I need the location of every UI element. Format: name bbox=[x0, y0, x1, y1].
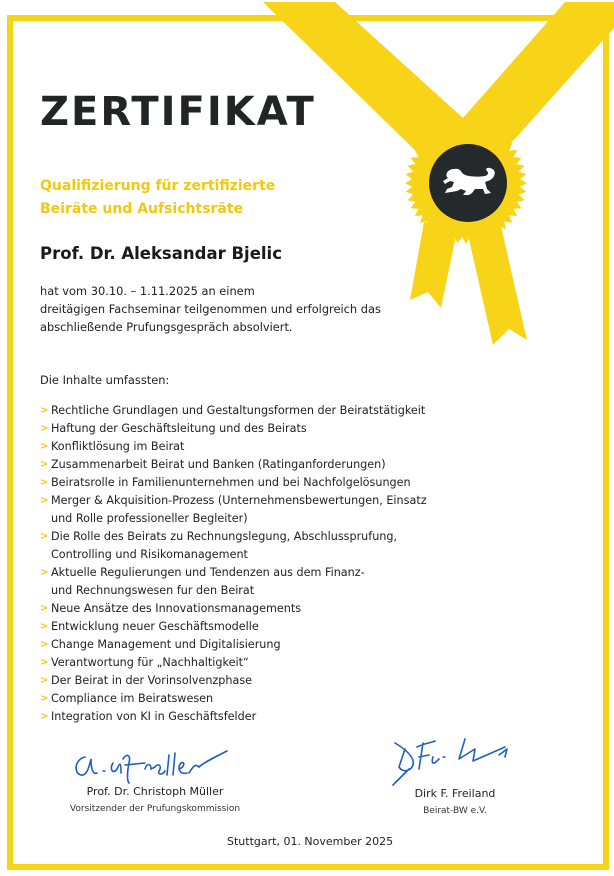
chevron-right-icon: > bbox=[40, 405, 49, 416]
subtitle-line: Qualifizierung für zertifizierte bbox=[40, 178, 276, 194]
contents-label: Die Inhalte umfassten: bbox=[40, 373, 170, 387]
topic-text: Zusammenarbeit Beirat und Banken (Ratinganforderungen) bbox=[51, 458, 386, 471]
topic-text: Controlling und Risikomanagement bbox=[51, 548, 248, 561]
topic-item bbox=[40, 492, 427, 528]
topic-text: Integration von KI in Geschäftsfelder bbox=[51, 710, 257, 723]
signatory-name: Prof. Dr. Christoph Müller bbox=[86, 785, 224, 798]
topic-text: Die Rolle des Beirats zu Rechnungslegung, Abschlussprufung, bbox=[51, 530, 398, 543]
signatory-role: Vorsitzender der Prufungskommission bbox=[69, 804, 241, 814]
signatory-left bbox=[40, 745, 270, 814]
topic-item bbox=[40, 672, 427, 690]
topic-item bbox=[40, 420, 427, 438]
certificate-subtitle bbox=[40, 175, 275, 221]
topic-item bbox=[40, 564, 427, 600]
chevron-right-icon: > bbox=[40, 711, 49, 722]
topic-item bbox=[40, 636, 427, 654]
place-date: Stuttgart, 01. November 2025 bbox=[227, 835, 394, 848]
topic-text: Merger & Akquisition-Prozess (Unternehmensbewertungen, Einsatz bbox=[51, 494, 427, 507]
topic-item bbox=[40, 708, 427, 726]
topic-text: Entwicklung neuer Geschäftsmodelle bbox=[51, 620, 259, 633]
chevron-right-icon: > bbox=[40, 459, 49, 470]
topic-item bbox=[40, 474, 427, 492]
chevron-right-icon: > bbox=[40, 495, 49, 506]
topic-text: Der Beirat in der Vorinsolvenzphase bbox=[51, 674, 253, 687]
topic-text: Haftung der Geschäftsleitung und des Beirats bbox=[51, 422, 307, 435]
topic-item bbox=[40, 528, 427, 564]
subtitle-line: Beiräte und Aufsichtsräte bbox=[40, 201, 244, 217]
signatory-name: Dirk F. Freiland bbox=[414, 787, 496, 800]
signatory-role: Beirat-BW e.V. bbox=[423, 806, 487, 816]
topic-text: Compliance im Beiratswesen bbox=[51, 692, 214, 705]
chevron-right-icon: > bbox=[40, 441, 49, 452]
topic-text: Verantwortung für „Nachhaltigkeit“ bbox=[51, 656, 249, 669]
intro-text bbox=[40, 282, 381, 336]
intro-line: hat vom 30.10. – 1.11.2025 an einem bbox=[40, 284, 255, 298]
topic-text: Konfliktlösung im Beirat bbox=[51, 440, 185, 453]
topic-item bbox=[40, 618, 427, 636]
chevron-right-icon: > bbox=[40, 603, 49, 614]
topic-text: Change Management und Digitalisierung bbox=[51, 638, 281, 651]
topic-item bbox=[40, 654, 427, 672]
topics-list bbox=[40, 402, 427, 726]
signature-freiland bbox=[375, 735, 535, 787]
topic-text: Neue Ansätze des Innovationsmanagements bbox=[51, 602, 302, 615]
topic-item bbox=[40, 402, 427, 420]
signatory-right bbox=[375, 735, 535, 816]
chevron-right-icon: > bbox=[40, 531, 49, 542]
chevron-right-icon: > bbox=[40, 675, 49, 686]
topic-text: Rechtliche Grundlagen und Gestaltungsformen der Beiratstätigkeit bbox=[51, 404, 426, 417]
chevron-right-icon: > bbox=[40, 657, 49, 668]
topic-item bbox=[40, 438, 427, 456]
chevron-right-icon: > bbox=[40, 477, 49, 488]
topic-text: Aktuelle Regulierungen und Tendenzen aus dem Finanz- bbox=[51, 566, 365, 579]
chevron-right-icon: > bbox=[40, 639, 49, 650]
certificate-title: ZERTIFIKAT bbox=[40, 89, 316, 135]
topic-item bbox=[40, 600, 427, 618]
intro-line: dreitägigen Fachseminar teilgenommen und erfolgreich das bbox=[40, 302, 381, 316]
intro-line: abschließende Prufungsgespräch absolviert. bbox=[40, 320, 293, 334]
chevron-right-icon: > bbox=[40, 621, 49, 632]
topic-text: und Rolle professioneller Begleiter) bbox=[51, 512, 248, 525]
chevron-right-icon: > bbox=[40, 423, 49, 434]
chevron-right-icon: > bbox=[40, 693, 49, 704]
topic-item bbox=[40, 690, 427, 708]
chevron-right-icon: > bbox=[40, 567, 49, 578]
topic-item bbox=[40, 456, 427, 474]
topic-text: Beiratsrolle in Familienunternehmen und bei Nachfolgelösungen bbox=[51, 476, 411, 489]
topic-text: und Rechnungswesen fur den Beirat bbox=[51, 584, 255, 597]
signature-mueller bbox=[55, 745, 255, 785]
recipient-name: Prof. Dr. Aleksandar Bjelic bbox=[40, 244, 282, 263]
